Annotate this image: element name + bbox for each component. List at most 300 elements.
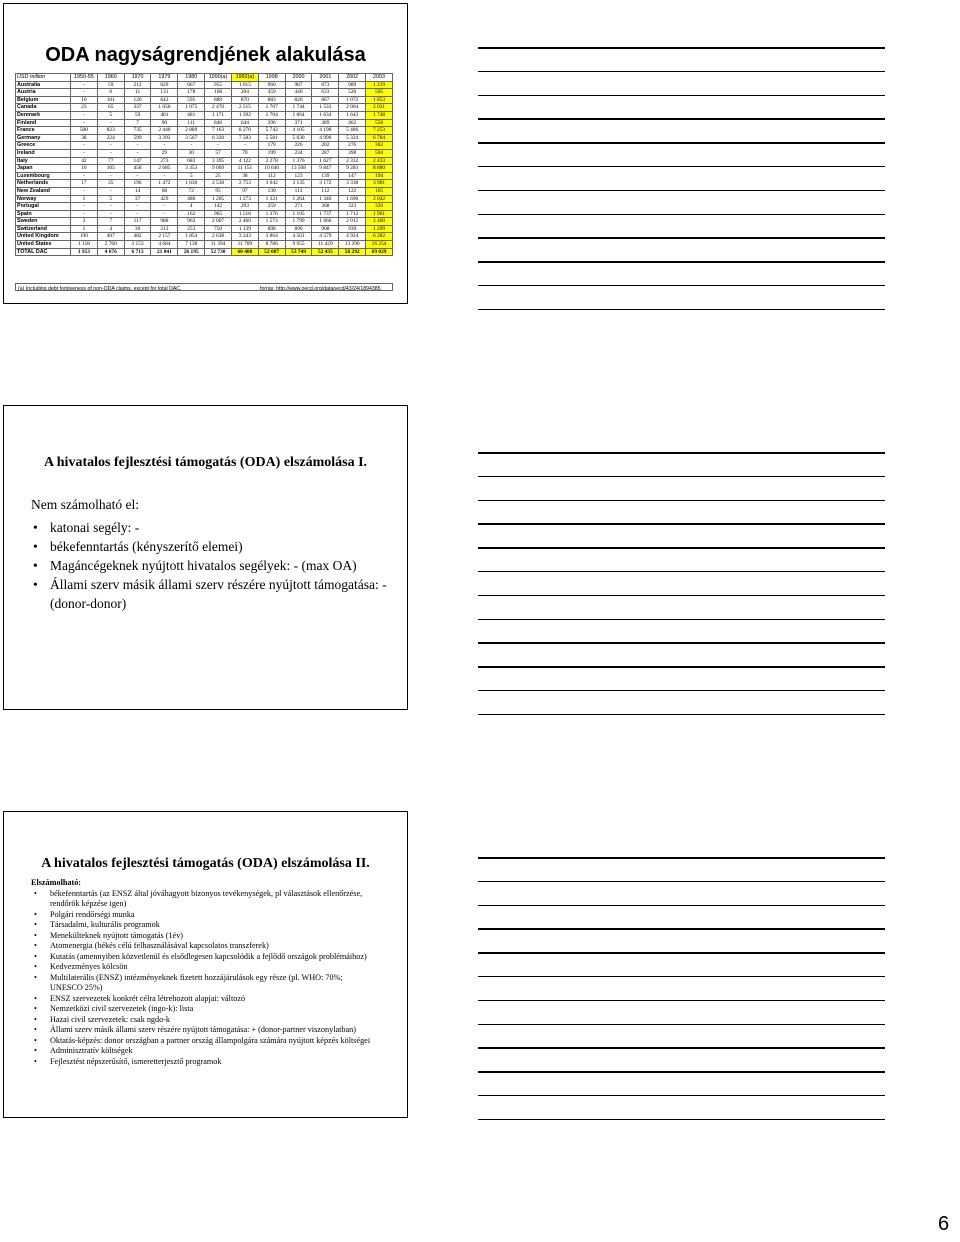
value-cell: 643 — [151, 96, 178, 104]
notes-line — [478, 666, 885, 668]
value-cell: - — [151, 172, 178, 180]
value-cell: 23 — [71, 104, 98, 112]
value-cell: 287 — [312, 149, 339, 157]
value-cell: 504 — [366, 149, 393, 157]
lead-text: Nem számolható el: — [31, 497, 139, 512]
value-cell: 7 163 — [205, 127, 232, 135]
list-item — [31, 556, 401, 575]
value-cell: 1 799 — [285, 218, 312, 226]
notes-line — [478, 857, 885, 859]
notes-line — [478, 690, 885, 692]
notes-line — [478, 118, 885, 120]
value-cell: 1 392 — [231, 111, 258, 119]
value-cell: 226 — [285, 142, 312, 150]
notes-line — [478, 905, 885, 907]
value-cell: 898 — [258, 225, 285, 233]
value-cell: 520 — [339, 89, 366, 97]
country-cell: Austria — [16, 89, 71, 97]
value-cell: 9 955 — [285, 241, 312, 249]
value-cell: 213 — [151, 225, 178, 233]
value-cell: 3 393 — [151, 134, 178, 142]
value-cell: - — [97, 172, 124, 180]
value-cell: 5 742 — [258, 127, 285, 135]
column-header: 1960 — [97, 74, 124, 82]
country-cell: New Zealand — [16, 187, 71, 195]
notes-line — [478, 261, 885, 263]
value-cell: - — [97, 142, 124, 150]
value-cell: 59 — [124, 111, 151, 119]
value-cell: 362 — [366, 142, 393, 150]
list-item — [31, 962, 371, 973]
value-cell: 4 990 — [312, 134, 339, 142]
value-cell: 105 — [97, 165, 124, 173]
value-cell: 1 — [71, 225, 98, 233]
value-cell: 1 518 — [231, 210, 258, 218]
value-cell: 1 634 — [312, 111, 339, 119]
value-cell: 2 753 — [231, 180, 258, 188]
column-header: 1970 — [124, 74, 151, 82]
notes-line — [478, 619, 885, 621]
value-cell: 2 004 — [339, 104, 366, 112]
value-cell: 683 — [178, 157, 205, 165]
value-cell: 139 — [312, 172, 339, 180]
column-header: 2000 — [285, 74, 312, 82]
value-cell: 29 — [151, 149, 178, 157]
value-cell: 2 538 — [205, 180, 232, 188]
value-cell: 500 — [71, 127, 98, 135]
notes-line — [478, 452, 885, 454]
value-cell: 2 007 — [205, 218, 232, 226]
notes-line — [478, 928, 885, 930]
value-cell: 4 198 — [312, 127, 339, 135]
table-row — [16, 172, 393, 180]
value-cell: 4 579 — [312, 233, 339, 241]
value-cell: 1 744 — [285, 104, 312, 112]
column-header: 2002 — [339, 74, 366, 82]
value-cell: 224 — [97, 134, 124, 142]
table-row — [16, 111, 393, 119]
value-cell: 9 283 — [339, 165, 366, 173]
value-cell: 2 638 — [205, 233, 232, 241]
value-cell: 1 627 — [312, 157, 339, 165]
list-item-text: Fejlesztést népszerűsítő, ismeretterjesztő programok — [50, 1056, 222, 1066]
value-cell: 2 470 — [205, 104, 232, 112]
value-cell: 190 — [71, 233, 98, 241]
value-cell: 889 — [205, 96, 232, 104]
value-cell: - — [97, 149, 124, 157]
value-cell: 113 — [285, 187, 312, 195]
value-cell: 2 433 — [366, 157, 393, 165]
value-cell: 194 — [366, 172, 393, 180]
value-cell: 389 — [312, 119, 339, 127]
value-cell: 196 — [124, 180, 151, 188]
notes-line — [478, 214, 885, 216]
value-cell: 3 — [71, 218, 98, 226]
value-cell: 1 219 — [366, 81, 393, 89]
value-cell: - — [71, 187, 98, 195]
bullet-icon: • — [34, 951, 37, 961]
value-cell: - — [124, 203, 151, 211]
value-cell: 1 573 — [258, 218, 285, 226]
table-row — [16, 180, 393, 188]
value-cell: 486 — [178, 195, 205, 203]
bullet-icon: • — [34, 1056, 37, 1066]
notes-line — [478, 1047, 885, 1049]
value-cell: 1 139 — [231, 225, 258, 233]
column-header: 1950-55 — [71, 74, 98, 82]
value-cell: 2 760 — [97, 241, 124, 249]
value-cell: 5 486 — [339, 127, 366, 135]
value-cell: 165 — [366, 187, 393, 195]
value-cell: 1 643 — [339, 111, 366, 119]
list-item — [31, 1036, 371, 1047]
notes-line — [478, 309, 885, 311]
value-cell: 1 264 — [285, 195, 312, 203]
slide-oda-accounting-1 — [3, 405, 408, 710]
value-cell: 989 — [339, 81, 366, 89]
list-item-text: Multilaterális (ENSZ) intézményeknek fizetett hozzájárulások egy része (pl. WHO: 70%; UNESCO 25%) — [50, 972, 343, 992]
value-cell: 4 — [97, 225, 124, 233]
value-cell: 462 — [339, 119, 366, 127]
list-item — [31, 1046, 371, 1057]
value-cell: 13 508 — [285, 165, 312, 173]
value-cell: - — [71, 203, 98, 211]
value-cell: 10 — [71, 165, 98, 173]
value-cell: 867 — [312, 96, 339, 104]
value-cell: 7 583 — [231, 134, 258, 142]
value-cell: 629 — [151, 81, 178, 89]
source-note: forrás: http://www.oecd.org/dataoecd/43/24/1894385. — [260, 286, 382, 292]
value-cell: 371 — [285, 119, 312, 127]
table-row — [16, 187, 393, 195]
value-cell: 1 704 — [258, 111, 285, 119]
value-cell: 69 029 — [366, 248, 393, 256]
value-cell: 2 332 — [339, 157, 366, 165]
list-item-text: Polgári rendőrségi munka — [50, 909, 135, 919]
value-cell: 1 376 — [258, 210, 285, 218]
column-header: 2001 — [312, 74, 339, 82]
value-cell: - — [205, 142, 232, 150]
value-cell: 60 488 — [231, 248, 258, 256]
value-cell: 130 — [258, 187, 285, 195]
list-item-text: Hazai civil szervezetek: csak ngdo-k — [50, 1014, 171, 1024]
slide-body — [31, 878, 371, 1067]
value-cell: 599 — [124, 134, 151, 142]
value-cell: 5 — [97, 195, 124, 203]
list-item-text: Oktatás-képzés: donor országban a partner ország állampolgára számára nyújtott képzés költségei — [50, 1035, 371, 1045]
value-cell: 112 — [312, 187, 339, 195]
notes-lines — [478, 452, 885, 738]
page-number: 6 — [938, 1213, 950, 1235]
value-cell: 17 — [71, 180, 98, 188]
country-cell: Australia — [16, 81, 71, 89]
value-cell: 750 — [205, 225, 232, 233]
value-cell: 95 — [205, 187, 232, 195]
table-header-row — [16, 74, 393, 82]
value-cell: 6 320 — [205, 134, 232, 142]
value-cell: 21 841 — [151, 248, 178, 256]
value-cell: - — [97, 119, 124, 127]
list-item — [31, 518, 401, 537]
value-cell: 6 713 — [124, 248, 151, 256]
value-cell: 1 072 — [339, 96, 366, 104]
bullet-icon: • — [33, 577, 38, 592]
value-cell: - — [97, 187, 124, 195]
list-item-text: Nemzetközi civil szervezetek (ingo-k): lista — [50, 1004, 194, 1013]
list-item-text: Adminisztratív költségek — [50, 1046, 133, 1055]
value-cell: 131 — [151, 89, 178, 97]
notes-line — [478, 1024, 885, 1026]
value-cell: 6 784 — [366, 134, 393, 142]
value-cell: 960 — [258, 81, 285, 89]
value-cell: 667 — [178, 81, 205, 89]
value-cell: 5 — [97, 111, 124, 119]
value-cell: 1 321 — [258, 195, 285, 203]
list-item — [31, 537, 401, 556]
notes-lines — [478, 857, 885, 1143]
value-cell: 988 — [151, 218, 178, 226]
value-cell: 558 — [366, 119, 393, 127]
value-cell: 323 — [339, 203, 366, 211]
country-cell: Portugal — [16, 203, 71, 211]
value-cell: 1 707 — [258, 104, 285, 112]
country-cell: Denmark — [16, 111, 71, 119]
country-cell: Netherlands — [16, 180, 71, 188]
value-cell: 2 460 — [231, 218, 258, 226]
value-cell: 293 — [231, 203, 258, 211]
value-cell: 3 338 — [339, 180, 366, 188]
country-cell: Italy — [16, 157, 71, 165]
slide-oda-table — [3, 3, 408, 304]
bullet-icon: • — [33, 558, 38, 573]
country-cell: France — [16, 127, 71, 135]
value-cell: - — [97, 203, 124, 211]
value-cell: 1 205 — [205, 195, 232, 203]
value-cell: 4 924 — [339, 233, 366, 241]
notes-line — [478, 1119, 885, 1121]
value-cell: - — [124, 142, 151, 150]
value-cell: 11 429 — [312, 241, 339, 249]
value-cell: 1 118 — [71, 241, 98, 249]
country-cell: Ireland — [16, 149, 71, 157]
value-cell: 16 254 — [366, 241, 393, 249]
list-item — [31, 575, 401, 613]
list-item-text: Atomenergia (békés célú felhasználásával kapcsolatos transzferek) — [50, 941, 269, 950]
country-cell: Luxembourg — [16, 172, 71, 180]
notes-lines — [478, 47, 885, 333]
list-item — [31, 1015, 371, 1026]
notes-line — [478, 476, 885, 478]
value-cell: - — [71, 142, 98, 150]
value-cell: 505 — [366, 89, 393, 97]
value-cell: 890 — [285, 225, 312, 233]
value-cell: - — [71, 210, 98, 218]
list-item — [31, 1057, 371, 1068]
column-header: 1998 — [258, 74, 285, 82]
total-row — [16, 248, 393, 256]
value-cell: 1 533 — [312, 104, 339, 112]
value-cell: 1 171 — [205, 111, 232, 119]
value-cell: 1 630 — [178, 180, 205, 188]
value-cell: 38 — [231, 172, 258, 180]
bullet-icon: • — [34, 941, 37, 950]
value-cell: 9 069 — [205, 165, 232, 173]
value-cell: 965 — [205, 210, 232, 218]
value-cell: 846 — [205, 119, 232, 127]
value-cell: 10 640 — [258, 165, 285, 173]
table-row — [16, 218, 393, 226]
notes-line — [478, 547, 885, 549]
value-cell: 52 087 — [258, 248, 285, 256]
value-cell: 234 — [285, 149, 312, 157]
value-cell: 1 015 — [231, 81, 258, 89]
value-cell: - — [124, 210, 151, 218]
notes-line — [478, 976, 885, 978]
notes-line — [478, 881, 885, 883]
value-cell: 52 435 — [312, 248, 339, 256]
value-cell: 90 — [151, 119, 178, 127]
value-cell: 2 685 — [151, 165, 178, 173]
value-cell: 955 — [205, 81, 232, 89]
country-cell: TOTAL DAC — [16, 248, 71, 256]
value-cell: - — [71, 89, 98, 97]
value-cell: 1 953 — [71, 248, 98, 256]
value-cell: 37 — [124, 195, 151, 203]
country-cell: United States — [16, 241, 71, 249]
bullet-icon: • — [34, 930, 37, 940]
list-item — [31, 931, 371, 942]
table-row — [16, 96, 393, 104]
value-cell: 59 — [97, 81, 124, 89]
value-cell: 162 — [178, 210, 205, 218]
value-cell: 122 — [339, 187, 366, 195]
value-cell: 5 581 — [258, 134, 285, 142]
notes-line — [478, 595, 885, 597]
value-cell: 52 730 — [205, 248, 232, 256]
value-cell: - — [97, 210, 124, 218]
value-cell: 3 153 — [124, 241, 151, 249]
list-item-text: katonai segély: - — [50, 520, 140, 535]
list-item — [31, 973, 371, 994]
value-cell: - — [124, 172, 151, 180]
notes-line — [478, 1095, 885, 1097]
value-cell: 212 — [124, 81, 151, 89]
notes-line — [478, 714, 885, 716]
table-row — [16, 104, 393, 112]
value-cell: 3 395 — [205, 157, 232, 165]
bullet-icon: • — [34, 909, 37, 919]
list-item-text: békefenntartás (kényszerítő elemei) — [50, 539, 243, 554]
table-row — [16, 81, 393, 89]
value-cell: - — [151, 210, 178, 218]
bullet-icon: • — [34, 993, 37, 1003]
list-item-text: békefenntartás (az ENSZ által jóváhagyott bizonyos tevékenységek, pl választások ellenőrzése, rendőrök képzése igen) — [50, 888, 363, 908]
lead-text: Elszámolható: — [31, 878, 82, 887]
list-item-text: Társadalmi, kulturális programok — [50, 920, 160, 929]
value-cell: 2 031 — [366, 104, 393, 112]
value-cell: 883 — [258, 96, 285, 104]
value-cell: 10 — [71, 96, 98, 104]
value-cell: 735 — [124, 127, 151, 135]
value-cell: 11 709 — [231, 241, 258, 249]
country-cell: Spain — [16, 210, 71, 218]
table-row — [16, 241, 393, 249]
table-row — [16, 127, 393, 135]
value-cell: - — [71, 111, 98, 119]
value-cell: 4 122 — [231, 157, 258, 165]
value-cell: 2 889 — [178, 127, 205, 135]
value-cell: 2 515 — [231, 104, 258, 112]
value-cell: 3 567 — [178, 134, 205, 142]
value-cell: 68 — [151, 187, 178, 195]
value-cell: 482 — [124, 233, 151, 241]
value-cell: 11 394 — [205, 241, 232, 249]
list-item-text: ENSZ szervezetek konkrét célra létrehozott alapjai: változó — [50, 993, 246, 1003]
value-cell: - — [71, 81, 98, 89]
value-cell: 7 253 — [366, 127, 393, 135]
list-item — [31, 941, 371, 952]
value-cell: 25 — [205, 172, 232, 180]
value-cell: - — [231, 142, 258, 150]
table-row — [16, 203, 393, 211]
value-cell: 633 — [312, 89, 339, 97]
value-cell: 461 — [151, 111, 178, 119]
value-cell: 398 — [339, 149, 366, 157]
table-row — [16, 165, 393, 173]
value-cell: 276 — [339, 142, 366, 150]
value-cell: 1 056 — [151, 104, 178, 112]
list-item — [31, 910, 371, 921]
bullet-icon: • — [33, 539, 38, 554]
column-header: 1992(a) — [231, 74, 258, 82]
notes-line — [478, 71, 885, 73]
value-cell: 30 — [124, 225, 151, 233]
table-row — [16, 157, 393, 165]
value-cell: 5 — [178, 172, 205, 180]
value-cell: 3 981 — [366, 180, 393, 188]
value-cell: 58 292 — [339, 248, 366, 256]
value-cell: 53 749 — [285, 248, 312, 256]
value-cell: 11 — [124, 89, 151, 97]
country-cell: Finland — [16, 119, 71, 127]
value-cell: 396 — [258, 119, 285, 127]
value-cell: 440 — [285, 89, 312, 97]
bullet-list — [31, 889, 371, 1068]
value-cell: 38 — [71, 134, 98, 142]
value-cell: 7 — [97, 218, 124, 226]
value-cell: 3 353 — [178, 165, 205, 173]
column-header: 2003 — [366, 74, 393, 82]
value-cell: 1 273 — [231, 195, 258, 203]
notes-line — [478, 1071, 885, 1073]
column-header: 1979 — [151, 74, 178, 82]
value-cell: 7 138 — [178, 241, 205, 249]
value-cell: 8 786 — [258, 241, 285, 249]
value-cell: 117 — [124, 218, 151, 226]
value-cell: 3 042 — [258, 180, 285, 188]
notes-line — [478, 952, 885, 954]
value-cell: 459 — [258, 89, 285, 97]
value-cell: 873 — [312, 81, 339, 89]
value-cell: - — [71, 119, 98, 127]
value-cell: 458 — [124, 165, 151, 173]
bullet-icon: • — [34, 920, 37, 929]
value-cell: 4 684 — [151, 241, 178, 249]
value-cell: 70 — [231, 149, 258, 157]
bullet-icon: • — [34, 972, 37, 982]
value-cell: 26 195 — [178, 248, 205, 256]
value-cell: 271 — [285, 203, 312, 211]
